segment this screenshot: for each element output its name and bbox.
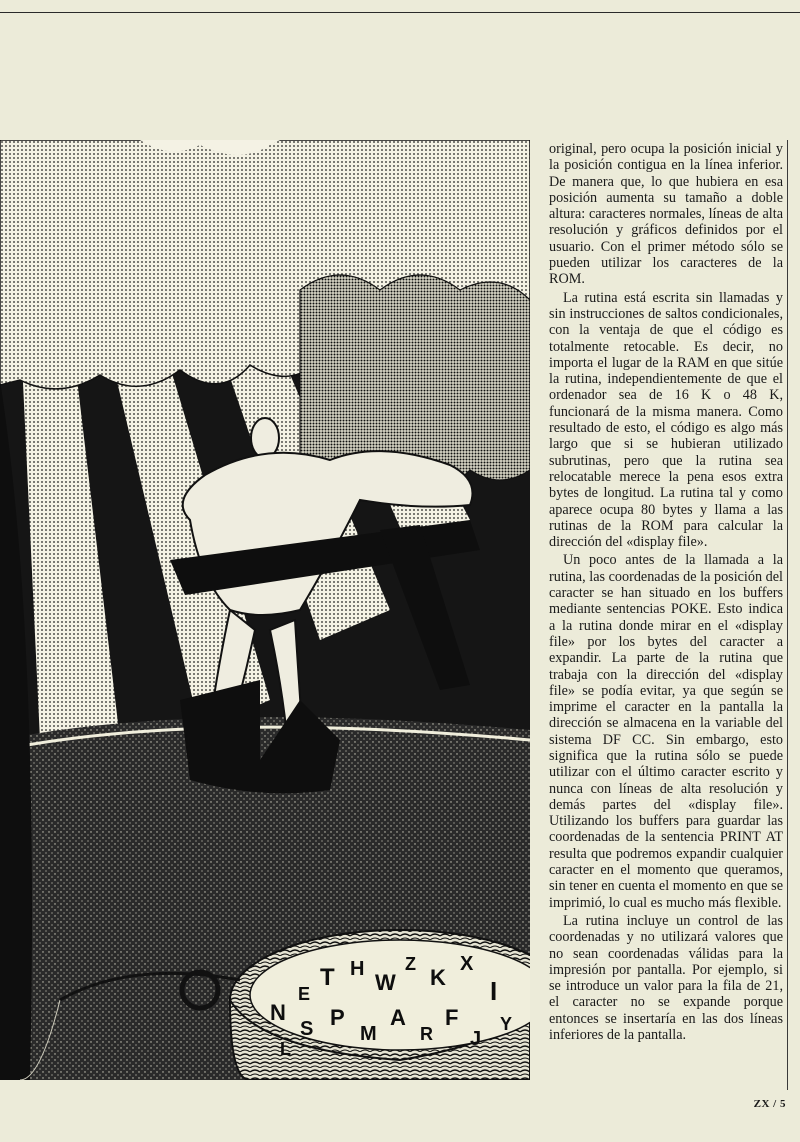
basket-letter: A xyxy=(390,1005,406,1030)
basket-letter: S xyxy=(300,1018,314,1040)
column-rule xyxy=(787,140,788,1090)
basket-letter: L xyxy=(280,1039,291,1059)
basket-letter: F xyxy=(445,1005,459,1030)
paragraph: Un poco antes de la llamada a la rutina, las coordenadas de la posición del caracter se han situado en los buffers mediante sentencias POKE. Esto indica a la rutina donde mirar en el «display file» por los bytes del caracter a expandir. La parte de la rutina que trabaja con la dirección del «display file» se podía evitar, ya que según se imprime el caracter en la pantalla la dirección se almacena en la variable del sistema DF CC. Sin embargo, esto significa que la rutina sólo se puede utilizar con el último caracter escrito y nunca con líneas de alta resolución y demás partes del «display file». Utilizando los buffers para guardar las coordenadas de la sentencia PRINT AT resulta que podremos expandir cualquier caracter en el momento que queramos, sin tener en cuenta el momento en que se imprimió, lo cual es mucho más flexible. xyxy=(549,552,783,911)
basket-letter: I xyxy=(490,976,498,1006)
basket-letter: T xyxy=(320,964,335,991)
basket-letter: M xyxy=(360,1023,377,1045)
paragraph: La rutina está escrita sin llamadas y sin instrucciones de saltos condicionales, con la ventaja de que el código es totalmente retocable. Es decir, no importa el lugar de la RAM en que sitúe la rutina, independientemente de que el ordenador sea de 16 K o 48 K, funcionará de la misma manera. Como resultado de esto, el código es algo más largo que si se hubieran utilizado subrutinas, pero que la rutina sea relocatable merece la pena esos extra bytes de longitud. La rutina tal y como aparece ocupa 80 bytes y llama a las rutinas de la ROM para calcular la dirección del «display file». xyxy=(549,289,783,551)
basket-letter: P xyxy=(330,1005,345,1030)
basket-letter: J xyxy=(470,1028,482,1050)
basket-letter: Y xyxy=(500,1014,513,1034)
basket-letter: R xyxy=(420,1024,433,1044)
basket-letter: Z xyxy=(405,954,416,974)
basket-letter: E xyxy=(298,984,311,1004)
basket-letter: K xyxy=(430,965,446,990)
basket-letter: N xyxy=(270,1000,286,1025)
basket-letter: H xyxy=(350,958,365,980)
page-number: ZX / 5 xyxy=(753,1098,786,1110)
basket-letter: W xyxy=(375,970,396,995)
article-body xyxy=(549,141,783,1043)
paragraph: La rutina incluye un control de las coordenadas y no utilizará valores que no sean coordenadas válidas para la impresión por pantalla. Por ejemplo, si se introduce un valor para la fila de 21, el caracter no se expande porque entonces se insertaría en las dos líneas inferiores de la pantalla. xyxy=(549,912,783,1044)
illustration xyxy=(0,140,530,1080)
top-rule xyxy=(0,12,800,13)
illustration-artwork xyxy=(0,140,530,1080)
basket-letter: X xyxy=(460,953,474,975)
paragraph: original, pero ocupa la posición inicial y la posición contigua en la línea inferior. De manera que, lo que hubiera en esa posición aumenta su tamaño a doble altura: caracteres normales, líneas de alta resolución y gráficos definidos por el usuario. Con el primer método sólo se pueden utilizar los caracteres de la ROM. xyxy=(549,141,783,288)
